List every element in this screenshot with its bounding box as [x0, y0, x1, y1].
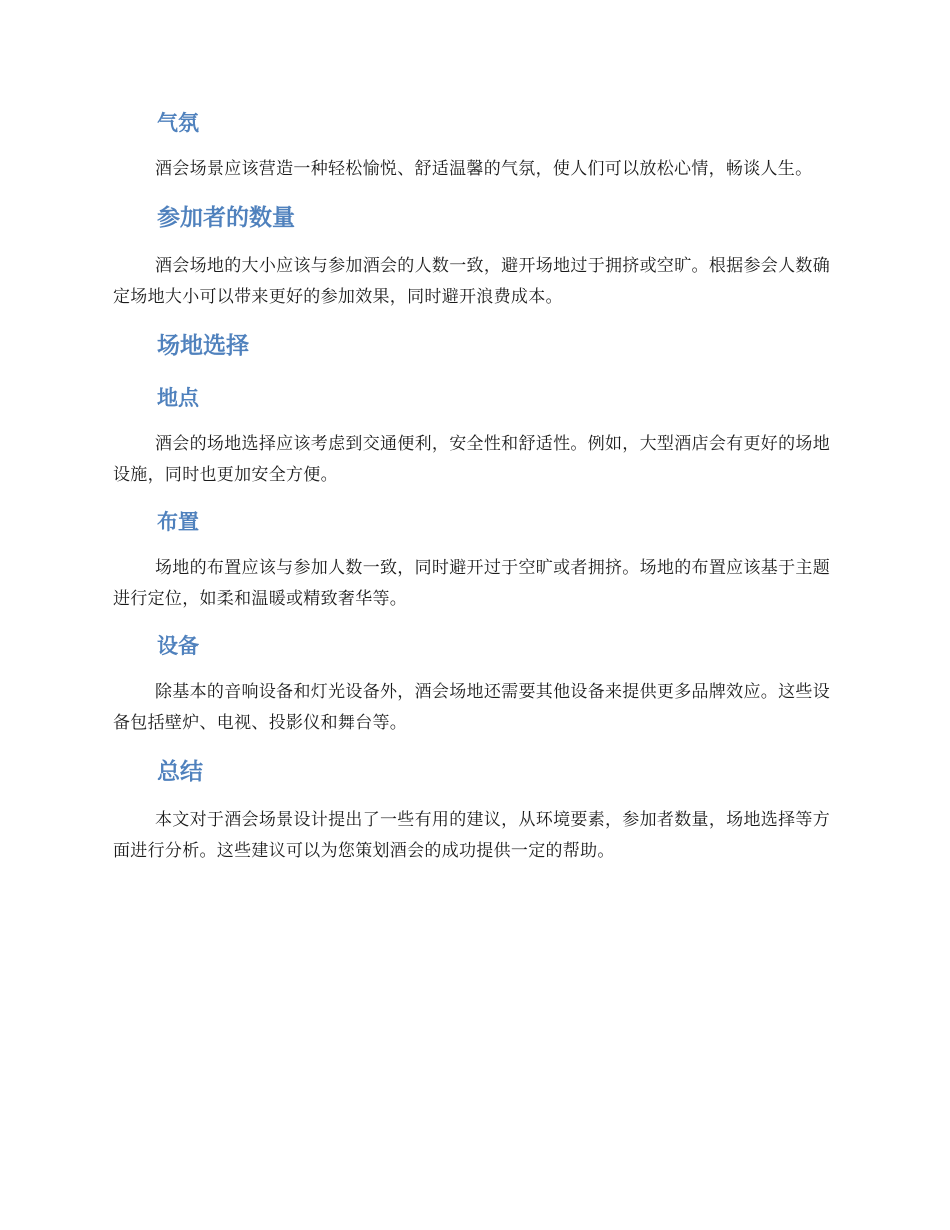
- section-attendees: [113, 197, 830, 325]
- heading-layout: 布置: [157, 510, 199, 534]
- heading-summary: 总结: [157, 759, 203, 785]
- section-venue: [113, 325, 830, 379]
- section-summary: [113, 751, 830, 867]
- paragraph-atmosphere: 酒会场景应该营造一种轻松愉悦、舒适温馨的气氛，使人们可以放松心情，畅谈人生。: [155, 159, 813, 179]
- heading-location: 地点: [157, 386, 199, 410]
- heading-equipment: 设备: [157, 634, 199, 658]
- paragraph-location: 酒会的场地选择应该考虑到交通便利，安全性和舒适性。例如，大型酒店会有更好的场地设施，同时也更加安全方便。: [113, 434, 830, 485]
- paragraph-summary: 本文对于酒会场景设计提出了一些有用的建议，从环境要素，参加者数量，场地选择等方面进行分析。这些建议可以为您策划酒会的成功提供一定的帮助。: [113, 810, 830, 861]
- paragraph-layout: 场地的布置应该与参加人数一致，同时避开过于空旷或者拥挤。场地的布置应该基于主题进行定位，如柔和温暖或精致奢华等。: [113, 558, 830, 609]
- paragraph-equipment: 除基本的音响设备和灯光设备外，酒会场地还需要其他设备来提供更多品牌效应。这些设备包括壁炉、电视、投影仪和舞台等。: [113, 682, 830, 733]
- document-content: [113, 104, 830, 867]
- section-location: [113, 379, 830, 503]
- paragraph-attendees: 酒会场地的大小应该与参加酒会的人数一致，避开场地过于拥挤或空旷。根据参会人数确定场地大小可以带来更好的参加效果，同时避开浪费成本。: [113, 256, 830, 307]
- heading-attendees: 参加者的数量: [157, 205, 295, 231]
- section-atmosphere: [113, 104, 830, 197]
- section-layout: [113, 503, 830, 627]
- heading-venue: 场地选择: [157, 333, 249, 359]
- heading-atmosphere: 气氛: [157, 111, 199, 135]
- section-equipment: [113, 627, 830, 751]
